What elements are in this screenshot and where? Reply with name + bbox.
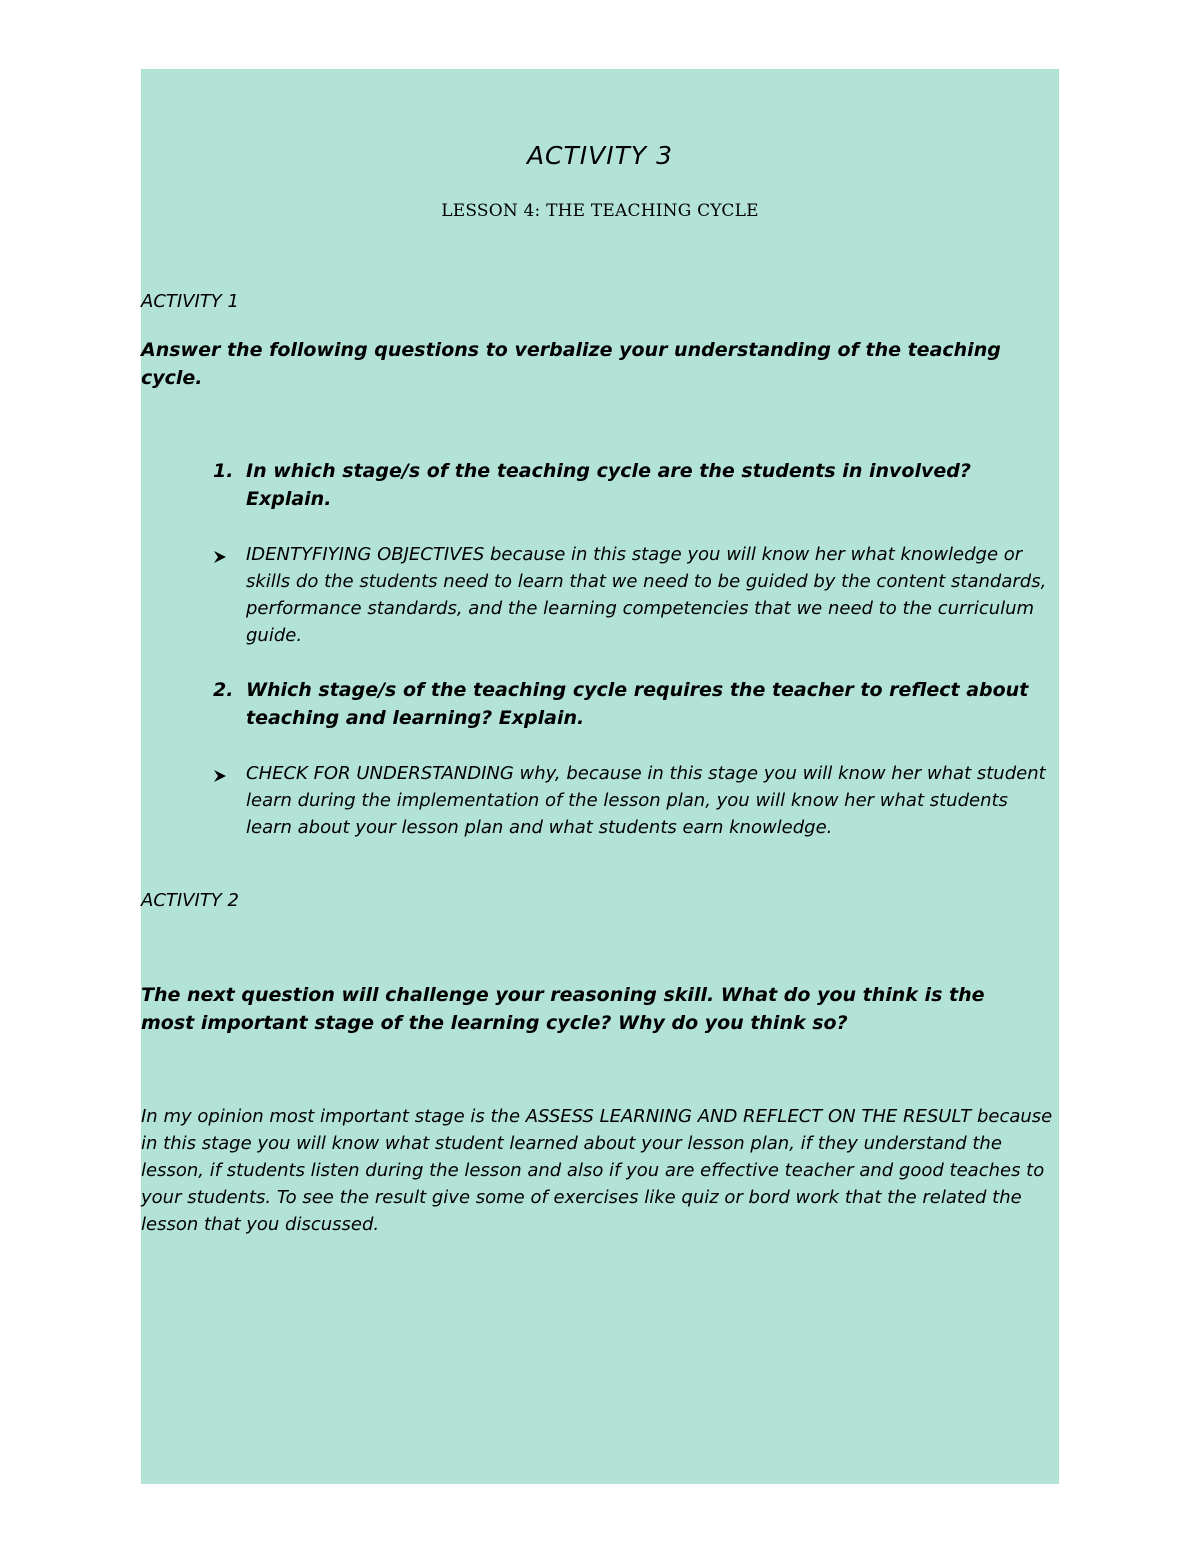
- question-text: In which stage/s of the teaching cycle are the students in involved? Explain.: [246, 460, 971, 510]
- answer-2-bullet: [213, 760, 1059, 841]
- question-1: [213, 457, 1059, 513]
- answer-text: IDENTYFIYING OBJECTIVES because in this stage you will know her what knowledge or skills do the students need to learn that we need to be guided by the content standards, performance standards, and the learning competencies that we need to the curriculum guide.: [246, 544, 1047, 646]
- activity-2-answer: In my opinion most important stage is the ASSESS LEARNING AND REFLECT ON THE RESULT because in this stage you will know what student learned about your lesson plan, if they understand the lesson, if students listen during the lesson and also if you are effective teacher and good teaches to your students. To see the result give some of exercises like quiz or bord work that the related the lesson that you discussed.: [141, 1106, 1053, 1235]
- page-title: ACTIVITY 3: [526, 141, 674, 170]
- document-page: [141, 69, 1059, 1484]
- answer-text: CHECK FOR UNDERSTANDING why, because in this stage you will know her what student learn during the implementation of the lesson plan, you will know her what students learn about your lesson plan and what students earn knowledge.: [246, 763, 1046, 838]
- arrowhead-bullet-icon: [213, 541, 227, 568]
- activity-2-question: The next question will challenge your reasoning skill. What do you think is the most important stage of the learning cycle? Why do you think so?: [141, 984, 985, 1034]
- lesson-subtitle: LESSON 4: THE TEACHING CYCLE: [441, 201, 759, 221]
- arrowhead-bullet-icon: [213, 760, 227, 787]
- question-2: [213, 676, 1059, 732]
- question-number: 2.: [213, 679, 234, 701]
- activity-1-instruction: Answer the following questions to verbalize your understanding of the teaching cycle.: [141, 339, 1001, 389]
- question-number: 1.: [213, 460, 234, 482]
- activity-1-heading: ACTIVITY 1: [141, 291, 239, 312]
- activity-2-heading: ACTIVITY 2: [141, 890, 239, 911]
- question-text: Which stage/s of the teaching cycle requires the teacher to reflect about teaching and learning? Explain.: [246, 679, 1029, 729]
- answer-1-bullet: [213, 541, 1059, 649]
